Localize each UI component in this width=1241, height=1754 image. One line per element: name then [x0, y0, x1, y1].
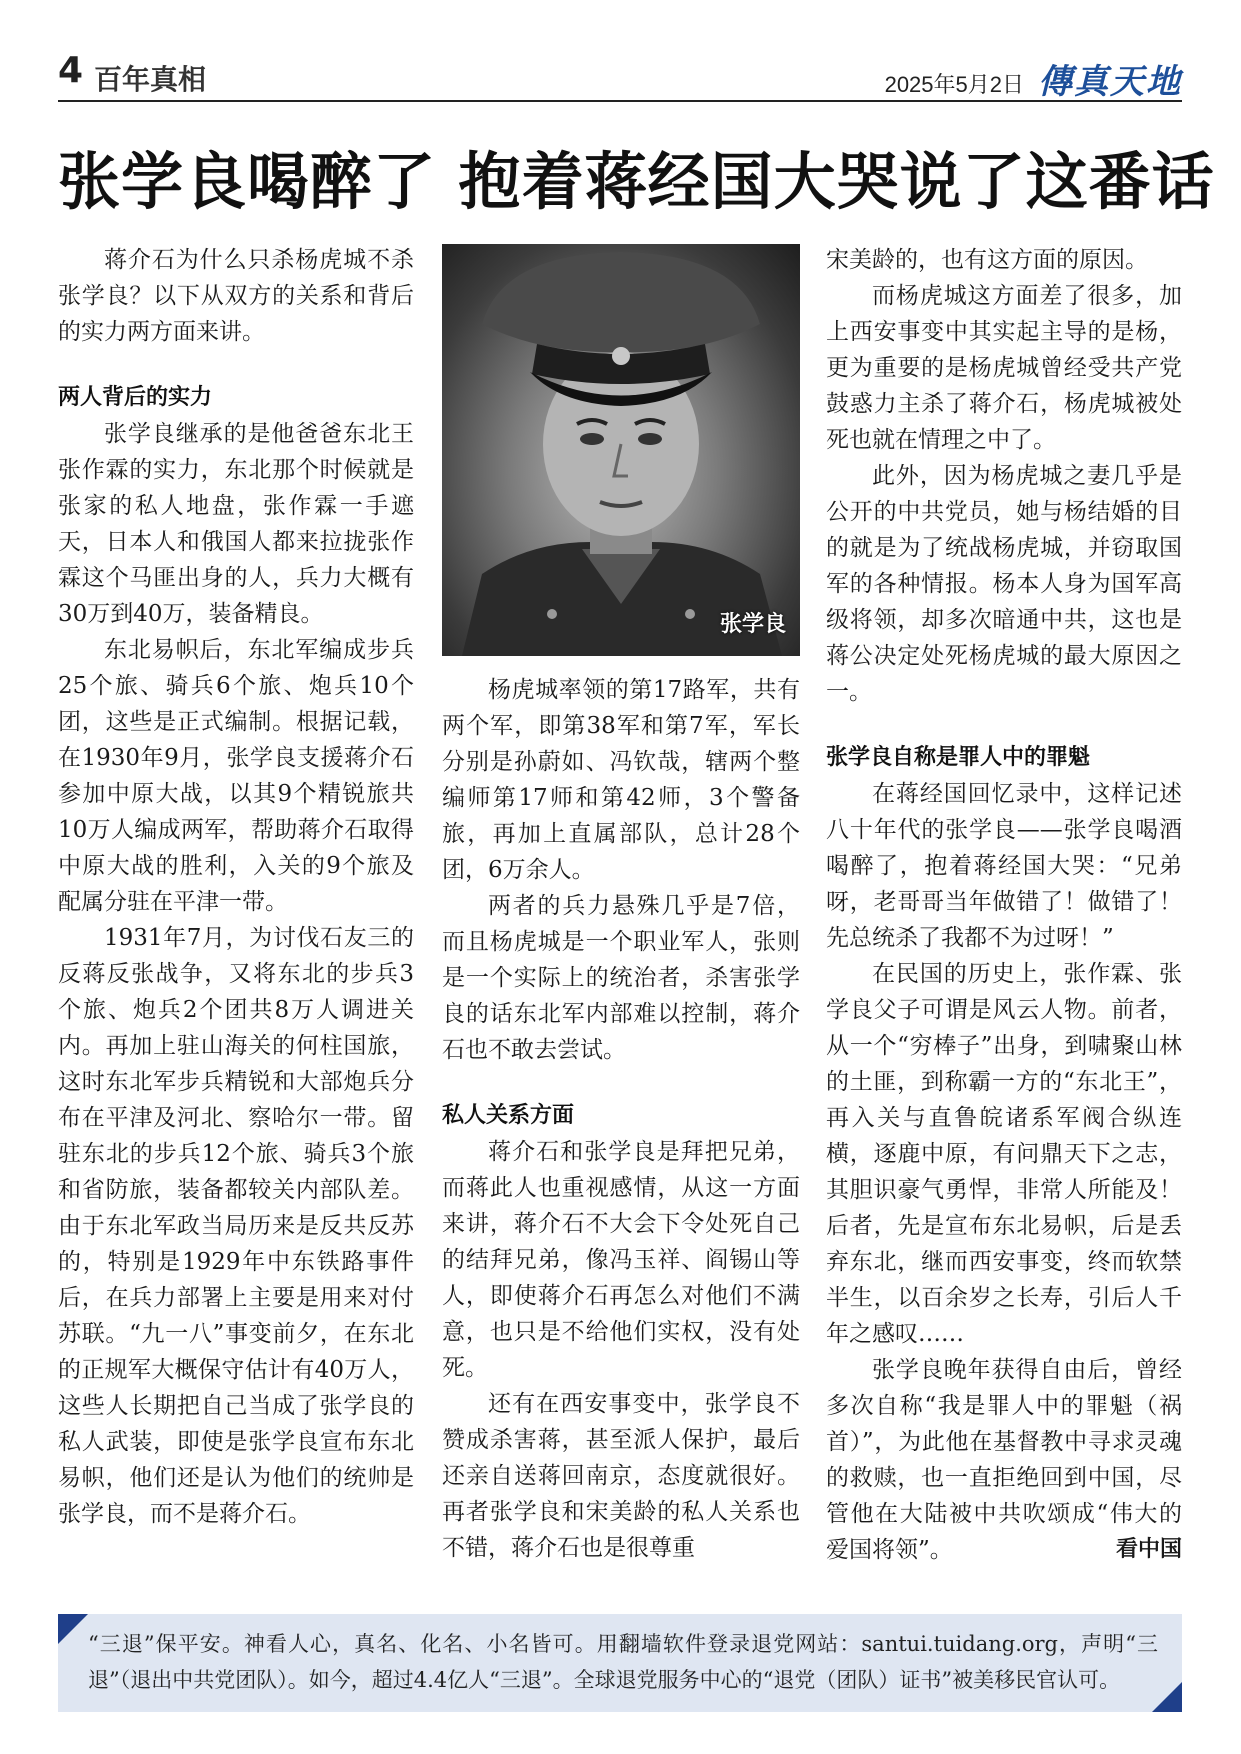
footer-banner	[58, 1614, 1182, 1712]
paragraph: 杨虎城率领的第17路军，共有两个军，即第38军和第7军，军长分别是孙蔚如、冯钦哉，辖两个整编师第17师和第42师，3个警备旅，再加上直属部队，总计28个团，6万余人。	[442, 677, 800, 883]
photo-caption: 张学良	[719, 612, 786, 637]
column-1	[58, 242, 414, 1532]
section-title: 百年真相	[94, 63, 207, 96]
page-number: 4	[58, 50, 84, 91]
article-headline: 张学良喝醉了 抱着蒋经国大哭说了这番话	[58, 145, 1215, 218]
paragraph: 东北易帜后，东北军编成步兵25个旅、骑兵6个旅、炮兵10个团，这些是正式编制。根据记载，在1930年9月，张学良支援蒋介石参加中原大战，以其9个精锐旅共10万人编成两军，帮助蒋介石取得中原大战的胜利，入关的9个旅及配属分驻在平津一带。	[58, 637, 414, 915]
page-header	[58, 50, 1182, 102]
corner-triangle-decoration	[58, 1614, 88, 1644]
paragraph: 两者的兵力悬殊几乎是7倍，而且杨虎城是一个职业军人，张则是一个实际上的统治者，杀害张学良的话东北军内部难以控制，蒋介石也不敢去尝试。	[442, 893, 800, 1063]
paragraph: 1931年7月，为讨伐石友三的反蒋反张战争，又将东北的步兵3个旅、炮兵2个团共8万人调进关内。再加上驻山海关的何柱国旅，这时东北军步兵精锐和大部炮兵分布在平津及河北、察哈尔一带。留驻东北的步兵12个旅、骑兵3个旅和省防旅，装备都较关内部队差。由于东北军政当局历来是反共反苏的，特别是1929年中东铁路事件后，在兵力部署上主要是用来对付苏联。“九一八”事变前夕，在东北的正规军大概保守估计有40万人，这些人长期把自己当成了张学良的私人武装，即使是张学良宣布东北易帜，他们还是认为他们的统帅是张学良，而不是蒋介石。	[58, 925, 414, 1527]
newspaper-logo: 傳真天地	[1038, 62, 1182, 102]
corner-triangle-decoration	[1152, 1682, 1182, 1712]
paragraph-continued: 宋美龄的，也有这方面的原因。	[826, 247, 1148, 273]
paragraph: 在民国的历史上，张作霖、张学良父子可谓是风云人物。前者，从一个“穷棒子”出身，到啸聚山林的土匪，到称霸一方的“东北王”，再入关与直鲁皖诸系军阀合纵连横，逐鹿中原，有问鼎天下之志，其胆识豪气勇悍，非常人所能及！后者，先是宣布东北易帜，后是丢弃东北，继而西安事变，终而软禁半生，以百余岁之长寿，引后人千年之感叹……	[826, 961, 1182, 1347]
subheading: 张学良自称是罪人中的罪魁	[826, 745, 1091, 770]
article-source: 看中国	[1115, 1537, 1182, 1562]
paragraph: 张学良晚年获得自由后，曾经多次自称“我是罪人中的罪魁（祸首）”，为此他在基督教中寻求灵魂的救赎，也一直拒绝回到中国，尽管他在大陆被中共吹颂成“伟大的爱国将领”。	[826, 1357, 1182, 1563]
issue-date: 2025年5月2日	[884, 72, 1024, 97]
paragraph: 此外，因为杨虎城之妻几乎是公开的中共党员，她与杨结婚的目的就是为了统战杨虎城，并窃取国军的各种情报。杨本人身为国军高级将领，却多次暗通中共，这也是蒋公决定处死杨虎城的最大原因之一。	[826, 463, 1182, 705]
paragraph: 在蒋经国回忆录中，这样记述八十年代的张学良——张学良喝酒喝醉了，抱着蒋经国大哭：“兄弟呀，老哥哥当年做错了！做错了！先总统杀了我都不为过呀！”	[826, 781, 1182, 951]
column-2	[442, 672, 800, 1566]
column-3	[826, 242, 1182, 1568]
paragraph: 还有在西安事变中，张学良不赞成杀害蒋，甚至派人保护，最后还亲自送蒋回南京，态度就很好。再者张学良和宋美龄的私人关系也不错，蒋介石也是很尊重	[442, 1391, 800, 1561]
paragraph: 蒋介石和张学良是拜把兄弟，而蒋此人也重视感情，从这一方面来讲，蒋介石不大会下令处死自己的结拜兄弟，像冯玉祥、阎锡山等人，即使蒋介石再怎么对他们不满意，也只是不给他们实权，没有处死。	[442, 1139, 800, 1381]
subheading: 两人背后的实力	[58, 385, 213, 410]
paragraph: 张学良继承的是他爸爸东北王张作霖的实力，东北那个时候就是张家的私人地盘，张作霖一手遮天，日本人和俄国人都来拉拢张作霖这个马匪出身的人，兵力大概有30万到40万，装备精良。	[58, 421, 414, 627]
subheading: 私人关系方面	[442, 1103, 575, 1128]
paragraph: 蒋介石为什么只杀杨虎城不杀张学良？以下从双方的关系和背后的实力两方面来讲。	[58, 247, 414, 345]
portrait-photo	[442, 244, 800, 656]
paragraph: 而杨虎城这方面差了很多，加上西安事变中其实起主导的是杨，更为重要的是杨虎城曾经受共产党鼓惑力主杀了蒋介石，杨虎城被处死也就在情理之中了。	[826, 283, 1182, 453]
portrait-illustration	[442, 244, 800, 656]
footer-text: “三退”保平安。神看人心，真名、化名、小名皆可。用翻墙软件登录退党网站：santui.tuidang.org，声明“三退”（退出中共党团队）。如今，超过4.4亿人“三退”。全球退党服务中心的“退党（团队）证书”被美移民官认可。	[88, 1632, 1158, 1692]
